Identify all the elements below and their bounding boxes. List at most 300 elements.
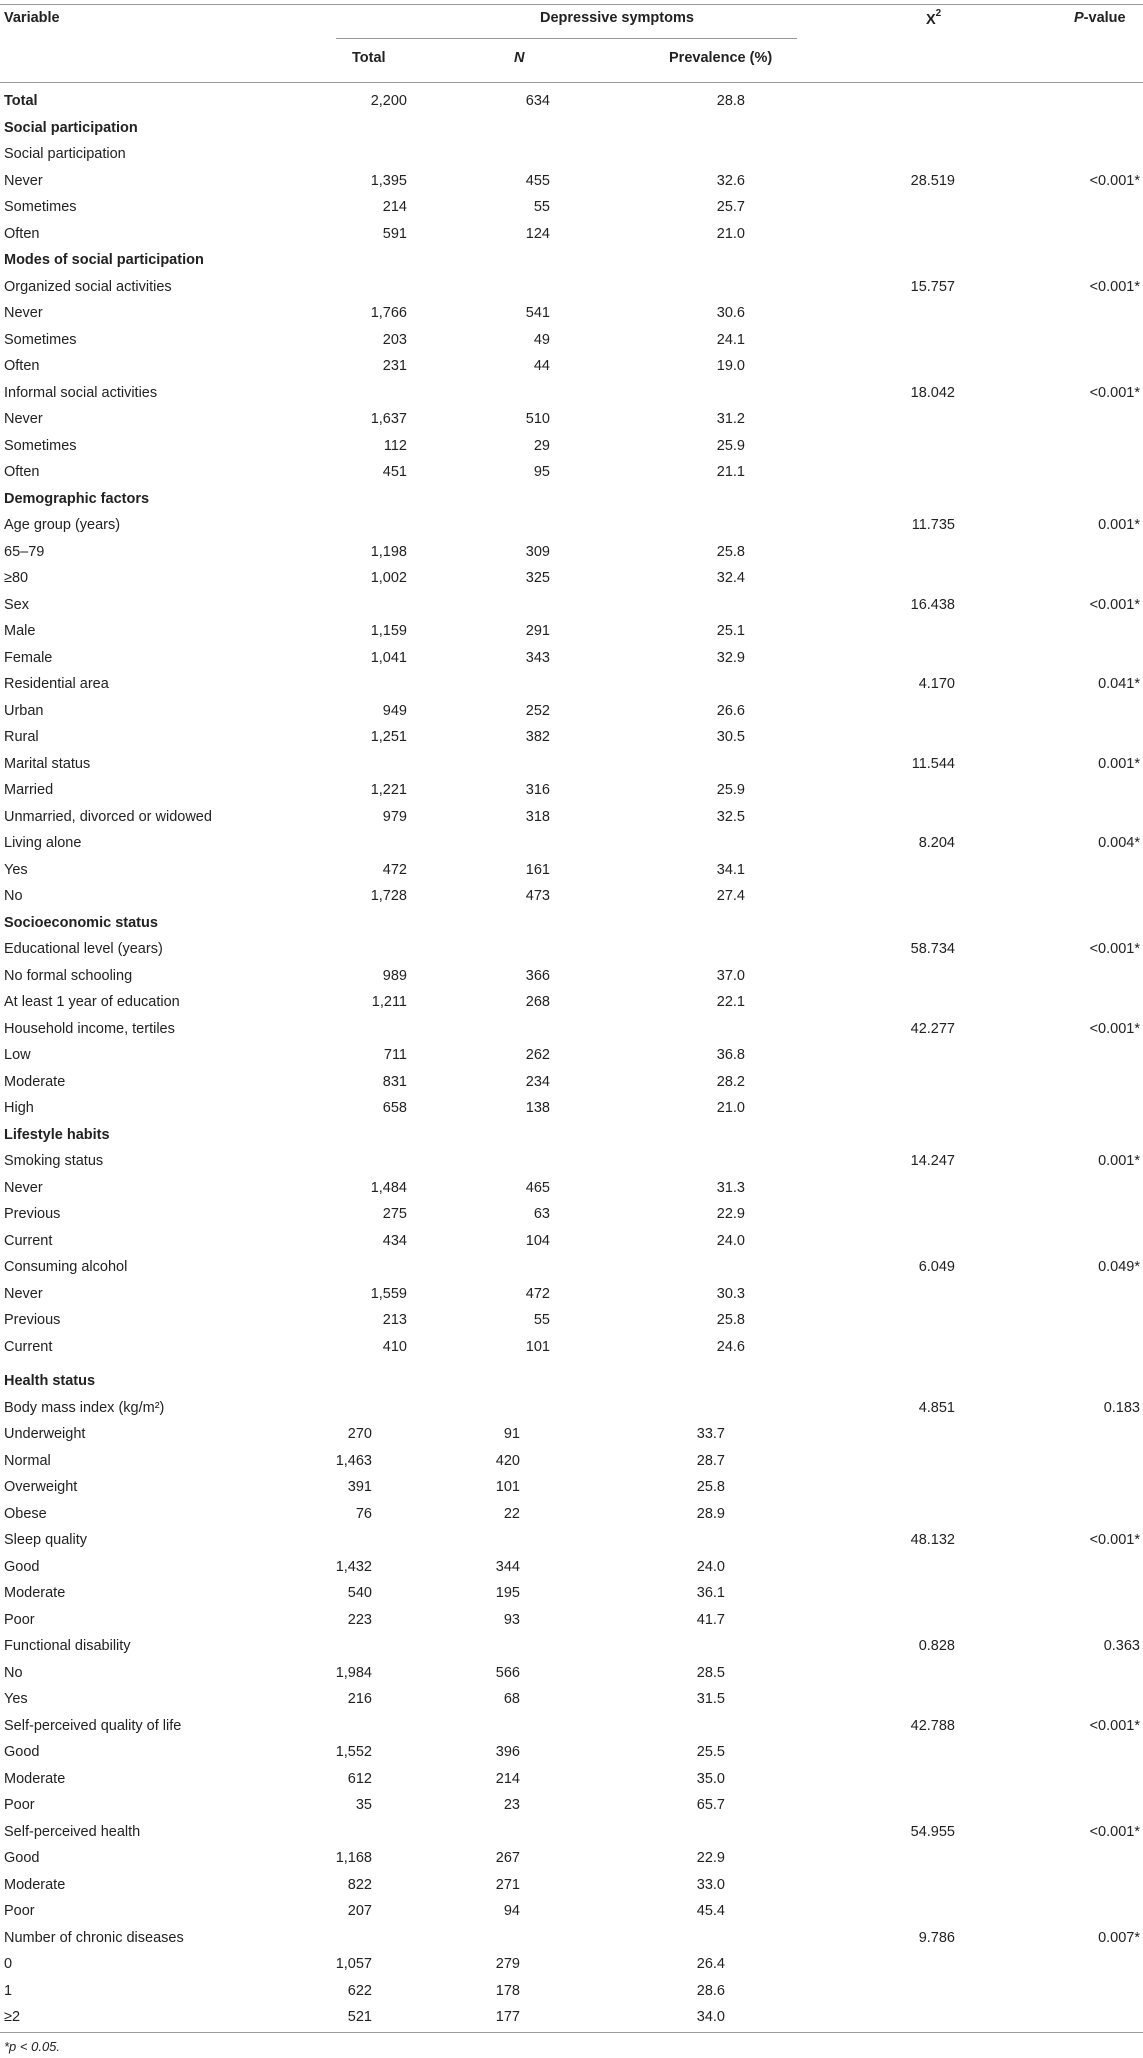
row-label: Sleep quality [4, 1532, 88, 1548]
row-label: Informal social activities [4, 384, 158, 401]
row-label: Never [4, 411, 43, 427]
total-cell: 223 [347, 1611, 372, 1628]
row-label: Low [4, 1047, 31, 1063]
section-row [0, 486, 1143, 513]
table-row [0, 1925, 1143, 1952]
table-row [0, 830, 1143, 857]
header-depressive-symptoms: Depressive symptoms [540, 10, 694, 26]
total-cell: 35 [355, 1797, 372, 1813]
prevalence-cell: 41.7 [696, 1611, 725, 1628]
row-label: Overweight [4, 1479, 78, 1495]
total-cell: 1,728 [370, 888, 407, 904]
chi-square-cell: 14.247 [910, 1153, 955, 1169]
p-value-cell: <0.001* [1089, 941, 1140, 957]
row-label: No [4, 888, 23, 904]
n-cell: 343 [525, 649, 550, 666]
total-cell: 711 [383, 1047, 407, 1063]
row-label: Sometimes [4, 199, 77, 215]
row-label: Living alone [4, 835, 82, 851]
total-cell: 612 [347, 1770, 372, 1787]
n-cell: 93 [503, 1611, 520, 1628]
table-row [0, 1474, 1143, 1501]
n-cell: 22 [503, 1505, 520, 1522]
total-cell: 1,159 [370, 623, 407, 639]
table-row [0, 1254, 1143, 1281]
row-label: Normal [4, 1452, 51, 1469]
prevalence-cell: 45.4 [696, 1903, 725, 1919]
n-cell: 396 [495, 1744, 520, 1760]
total-cell: 1,484 [370, 1179, 407, 1196]
row-label: Never [4, 305, 43, 321]
row-label: Modes of social participation [4, 252, 204, 268]
row-label: Demographic factors [4, 490, 150, 507]
prevalence-cell: 27.4 [716, 888, 745, 904]
prevalence-cell: 24.6 [716, 1338, 745, 1355]
table-row [0, 565, 1143, 592]
total-cell: 1,432 [335, 1558, 372, 1575]
row-label: Moderate [4, 1585, 66, 1601]
table-row [0, 883, 1143, 910]
table-row [0, 1527, 1143, 1554]
n-cell: 124 [525, 225, 550, 242]
n-cell: 214 [495, 1770, 520, 1787]
n-cell: 566 [495, 1664, 520, 1681]
prevalence-cell: 36.8 [716, 1047, 745, 1063]
table-row [0, 804, 1143, 831]
total-cell: 214 [382, 199, 407, 215]
table-row [0, 459, 1143, 486]
n-cell: 510 [525, 411, 550, 427]
chi-square-cell: 0.828 [918, 1638, 955, 1654]
prevalence-cell: 25.7 [716, 199, 745, 215]
prevalence-cell: 21.0 [716, 1100, 745, 1116]
row-label: Consuming alcohol [4, 1259, 128, 1275]
total-cell: 591 [382, 225, 407, 242]
n-cell: 94 [503, 1903, 520, 1919]
prevalence-cell: 32.4 [716, 570, 745, 586]
row-label: Household income, tertiles [4, 1020, 175, 1037]
table-row [0, 1421, 1143, 1448]
p-value-cell: 0.007* [1098, 1929, 1140, 1946]
n-cell: 473 [525, 888, 550, 904]
prevalence-cell: 21.0 [716, 225, 745, 242]
row-label: Residential area [4, 676, 109, 692]
total-cell: 112 [383, 437, 407, 454]
prevalence-cell: 24.1 [716, 331, 745, 348]
chi-square-cell: 48.132 [910, 1532, 955, 1548]
table-row [0, 353, 1143, 380]
table-row [0, 963, 1143, 990]
n-cell: 291 [525, 623, 550, 639]
row-label: 0 [4, 1956, 13, 1972]
row-label: Urban [4, 702, 44, 719]
row-label: 65–79 [4, 543, 45, 560]
row-label: Often [4, 358, 40, 374]
prevalence-cell: 31.3 [716, 1179, 745, 1196]
row-label: Married [4, 782, 54, 798]
row-label: High [4, 1100, 34, 1116]
n-cell: 455 [525, 172, 550, 189]
chi-square-cell: 42.277 [910, 1020, 955, 1037]
total-cell: 216 [347, 1691, 372, 1707]
total-cell: 1,221 [370, 782, 407, 798]
prevalence-cell: 65.7 [696, 1797, 725, 1813]
section-row [0, 88, 1143, 115]
n-cell: 55 [533, 1312, 550, 1328]
n-cell: 161 [525, 861, 550, 878]
group-header-rule [336, 38, 797, 39]
chi-square-cell: 6.049 [918, 1259, 955, 1275]
table-row [0, 1042, 1143, 1069]
n-cell: 234 [525, 1073, 550, 1090]
total-cell: 275 [382, 1206, 407, 1222]
n-cell: 252 [525, 702, 550, 719]
p-value-cell: 0.363 [1103, 1638, 1140, 1654]
prevalence-cell: 25.9 [716, 782, 745, 798]
row-label: Often [4, 464, 40, 480]
n-cell: 55 [533, 199, 550, 215]
p-value-cell: <0.001* [1089, 172, 1140, 189]
total-cell: 989 [382, 967, 407, 984]
section-row [0, 910, 1143, 937]
total-cell: 622 [347, 1982, 372, 1999]
row-label: Never [4, 172, 43, 189]
n-cell: 279 [495, 1956, 520, 1972]
prevalence-cell: 25.8 [696, 1479, 725, 1495]
prevalence-cell: 25.5 [696, 1744, 725, 1760]
prevalence-cell: 32.9 [716, 649, 745, 666]
prevalence-cell: 28.5 [696, 1664, 725, 1681]
total-cell: 1,984 [335, 1664, 372, 1681]
table-row [0, 1898, 1143, 1925]
n-cell: 465 [525, 1179, 550, 1196]
n-cell: 44 [533, 358, 550, 374]
row-label: Self-perceived quality of life [4, 1717, 182, 1734]
p-value-cell: <0.001* [1089, 384, 1140, 401]
table-row [0, 274, 1143, 301]
row-label: Health status [4, 1373, 96, 1389]
row-label: Sometimes [4, 437, 77, 454]
total-cell: 1,251 [370, 729, 407, 745]
row-label: Body mass index (kg/m²) [4, 1399, 165, 1416]
total-cell: 1,395 [370, 172, 407, 189]
total-cell: 410 [382, 1338, 407, 1355]
row-label: Obese [4, 1505, 47, 1522]
chi-square-cell: 54.955 [910, 1823, 955, 1840]
n-cell: 472 [525, 1285, 550, 1302]
n-cell: 177 [495, 2009, 520, 2025]
row-label: Organized social activities [4, 278, 172, 295]
row-label: Underweight [4, 1426, 86, 1442]
row-label: Educational level (years) [4, 941, 163, 957]
table-row [0, 618, 1143, 645]
table-row [0, 1872, 1143, 1899]
chi-square-cell: 4.170 [918, 676, 955, 692]
table-row [0, 1713, 1143, 1740]
row-label: Female [4, 649, 53, 666]
n-cell: 268 [525, 994, 550, 1010]
row-label: ≥80 [4, 570, 29, 586]
row-label: Current [4, 1232, 53, 1249]
prevalence-cell: 24.0 [696, 1558, 725, 1575]
total-cell: 658 [382, 1100, 407, 1116]
table-row [0, 1978, 1143, 2005]
total-cell: 949 [382, 702, 407, 719]
prevalence-cell: 32.6 [716, 172, 745, 189]
prevalence-cell: 28.8 [716, 93, 745, 109]
n-cell: 420 [495, 1452, 520, 1469]
section-row [0, 247, 1143, 274]
prevalence-cell: 30.5 [716, 729, 745, 745]
chi-square-cell: 15.757 [910, 278, 955, 295]
table-row [0, 1580, 1143, 1607]
table-row [0, 1175, 1143, 1202]
prevalence-cell: 34.0 [696, 2009, 725, 2025]
total-cell: 1,766 [370, 305, 407, 321]
row-label: Sex [4, 596, 29, 613]
header-prevalence: Prevalence (%) [669, 50, 773, 66]
header-variable: Variable [4, 10, 60, 26]
prevalence-cell: 28.7 [696, 1452, 725, 1469]
table-row [0, 539, 1143, 566]
row-label: Unmarried, divorced or widowed [4, 808, 212, 825]
table-body [0, 88, 1143, 2031]
prevalence-cell: 30.3 [716, 1285, 745, 1302]
table-row [0, 1501, 1143, 1528]
total-cell: 213 [382, 1312, 407, 1328]
n-cell: 29 [533, 437, 550, 454]
row-label: Social participation [4, 119, 138, 136]
total-cell: 207 [347, 1903, 372, 1919]
table-row [0, 1554, 1143, 1581]
n-cell: 91 [503, 1426, 520, 1442]
p-value-cell: <0.001* [1089, 1532, 1140, 1548]
section-row [0, 1368, 1143, 1395]
table-row [0, 1281, 1143, 1308]
table-row [0, 512, 1143, 539]
prevalence-cell: 28.2 [716, 1073, 745, 1090]
n-cell: 101 [525, 1338, 550, 1355]
table-row [0, 724, 1143, 751]
total-cell: 1,041 [370, 649, 407, 666]
table-row [0, 141, 1143, 168]
table-row [0, 592, 1143, 619]
header-chi-square: $X^2$ [926, 8, 942, 28]
prevalence-cell: 30.6 [716, 305, 745, 321]
prevalence-cell: 33.7 [696, 1426, 725, 1442]
total-cell: 1,002 [370, 570, 407, 586]
table-row [0, 1660, 1143, 1687]
table-row [0, 1633, 1143, 1660]
prevalence-cell: 26.4 [696, 1956, 725, 1972]
row-label: Smoking status [4, 1153, 104, 1169]
table-row [0, 2004, 1143, 2031]
chi-square-cell: 16.438 [910, 596, 955, 613]
n-cell: 178 [495, 1982, 520, 1999]
table-row [0, 989, 1143, 1016]
table-row [0, 1739, 1143, 1766]
table-row [0, 698, 1143, 725]
row-label: Current [4, 1338, 53, 1355]
p-value-cell: 0.049* [1098, 1259, 1140, 1275]
total-cell: 203 [382, 331, 407, 348]
table-row [0, 1819, 1143, 1846]
prevalence-cell: 25.8 [716, 543, 745, 560]
p-value-cell: 0.001* [1098, 517, 1140, 533]
n-cell: 49 [533, 331, 550, 348]
table-row [0, 433, 1143, 460]
n-cell: 541 [525, 305, 550, 321]
table-row [0, 221, 1143, 248]
prevalence-cell: 33.0 [696, 1876, 725, 1893]
row-label: Good [4, 1744, 40, 1760]
table-row [0, 1845, 1143, 1872]
row-label: No formal schooling [4, 967, 133, 984]
prevalence-cell: 28.6 [696, 1982, 725, 1999]
total-cell: 1,057 [335, 1956, 372, 1972]
prevalence-cell: 25.8 [716, 1312, 745, 1328]
row-label: Functional disability [4, 1638, 131, 1654]
n-cell: 95 [533, 464, 550, 480]
n-cell: 262 [525, 1047, 550, 1063]
n-cell: 271 [495, 1876, 520, 1893]
footnote: *p < 0.05. [4, 2039, 61, 2054]
p-value-cell: <0.001* [1089, 1020, 1140, 1037]
row-label: Male [4, 623, 36, 639]
row-label: Good [4, 1850, 40, 1866]
table-row [0, 1201, 1143, 1228]
n-cell: 101 [495, 1479, 520, 1495]
table-row [0, 1334, 1143, 1361]
row-label: Good [4, 1558, 40, 1575]
total-cell: 831 [382, 1073, 407, 1090]
row-label: Previous [4, 1312, 61, 1328]
prevalence-cell: 25.9 [716, 437, 745, 454]
p-value-cell: <0.001* [1089, 1823, 1140, 1840]
row-label: No [4, 1664, 23, 1681]
table-row [0, 380, 1143, 407]
header-n: N [514, 50, 525, 66]
table-row [0, 1395, 1143, 1422]
table-row [0, 194, 1143, 221]
total-cell: 521 [347, 2009, 372, 2025]
row-label: Moderate [4, 1876, 66, 1893]
row-label: Never [4, 1285, 43, 1302]
prevalence-cell: 22.1 [716, 994, 745, 1010]
chi-square-cell: 11.544 [911, 755, 955, 772]
n-cell: 104 [525, 1232, 550, 1249]
prevalence-cell: 28.9 [696, 1505, 725, 1522]
chi-square-cell: 18.042 [910, 384, 955, 401]
row-label: Yes [4, 861, 28, 878]
chi-square-cell: 58.734 [910, 941, 955, 957]
table-row [0, 1016, 1143, 1043]
chi-square-cell: 28.519 [910, 172, 955, 189]
row-label: Social participation [4, 146, 126, 162]
chi-square-cell: 9.786 [918, 1929, 955, 1946]
row-label: Previous [4, 1206, 61, 1222]
section-row [0, 115, 1143, 142]
p-value-cell: 0.183 [1103, 1399, 1140, 1416]
prevalence-cell: 19.0 [716, 358, 745, 374]
table-row [0, 645, 1143, 672]
row-label: Number of chronic diseases [4, 1929, 184, 1946]
n-cell: 138 [525, 1100, 550, 1116]
row-label: Yes [4, 1691, 28, 1707]
total-cell: 231 [382, 358, 407, 374]
table-row [0, 1607, 1143, 1634]
total-cell: 1,211 [371, 994, 407, 1010]
total-cell: 1,552 [335, 1744, 372, 1760]
table-row [0, 777, 1143, 804]
n-cell: 23 [503, 1797, 520, 1813]
n-cell: 382 [525, 729, 550, 745]
header-total: Total [352, 50, 386, 66]
p-value-cell: 0.004* [1098, 835, 1140, 851]
total-cell: 540 [347, 1585, 372, 1601]
n-cell: 634 [525, 93, 550, 109]
total-cell: 1,198 [370, 543, 407, 560]
table-row [0, 1095, 1143, 1122]
row-label: Sometimes [4, 331, 77, 348]
n-cell: 344 [495, 1558, 520, 1575]
row-label: At least 1 year of education [4, 994, 180, 1010]
row-label: Poor [4, 1611, 35, 1628]
row-label: Poor [4, 1797, 35, 1813]
chi-square-cell: 42.788 [910, 1717, 955, 1734]
total-cell: 2,200 [370, 93, 407, 109]
n-cell: 309 [525, 543, 550, 560]
row-label: Age group (years) [4, 517, 121, 533]
table-bottom-rule [0, 2032, 1143, 2033]
total-cell: 822 [347, 1876, 372, 1893]
row-label: Moderate [4, 1073, 66, 1090]
table-row [0, 1448, 1143, 1475]
prevalence-cell: 22.9 [696, 1850, 725, 1866]
total-cell: 1,559 [370, 1285, 407, 1302]
p-value-cell: 0.041* [1098, 676, 1140, 692]
row-label: Often [4, 225, 40, 242]
prevalence-cell: 32.5 [716, 808, 745, 825]
prevalence-cell: 35.0 [696, 1770, 725, 1787]
total-cell: 76 [355, 1505, 372, 1522]
n-cell: 366 [525, 967, 550, 984]
prevalence-cell: 34.1 [716, 861, 745, 878]
n-cell: 63 [533, 1206, 550, 1222]
table-row [0, 857, 1143, 884]
total-cell: 451 [382, 464, 407, 480]
prevalence-cell: 25.1 [716, 623, 745, 639]
p-value-cell: <0.001* [1089, 278, 1140, 295]
total-cell: 270 [347, 1426, 372, 1442]
header-p-value: P-value [1074, 10, 1126, 26]
table-row [0, 327, 1143, 354]
chi-square-cell: 4.851 [918, 1399, 955, 1416]
prevalence-cell: 36.1 [696, 1585, 725, 1601]
total-cell: 391 [347, 1479, 372, 1495]
total-cell: 979 [382, 808, 407, 825]
row-label: ≥2 [4, 2009, 21, 2025]
total-cell: 1,463 [335, 1452, 372, 1469]
row-label: Poor [4, 1903, 35, 1919]
table-top-rule [0, 4, 1143, 5]
table-row [0, 300, 1143, 327]
prevalence-cell: 31.2 [716, 411, 745, 427]
prevalence-cell: 37.0 [716, 967, 745, 984]
row-label: Rural [4, 729, 39, 745]
n-cell: 316 [525, 782, 550, 798]
prevalence-cell: 26.6 [716, 702, 745, 719]
